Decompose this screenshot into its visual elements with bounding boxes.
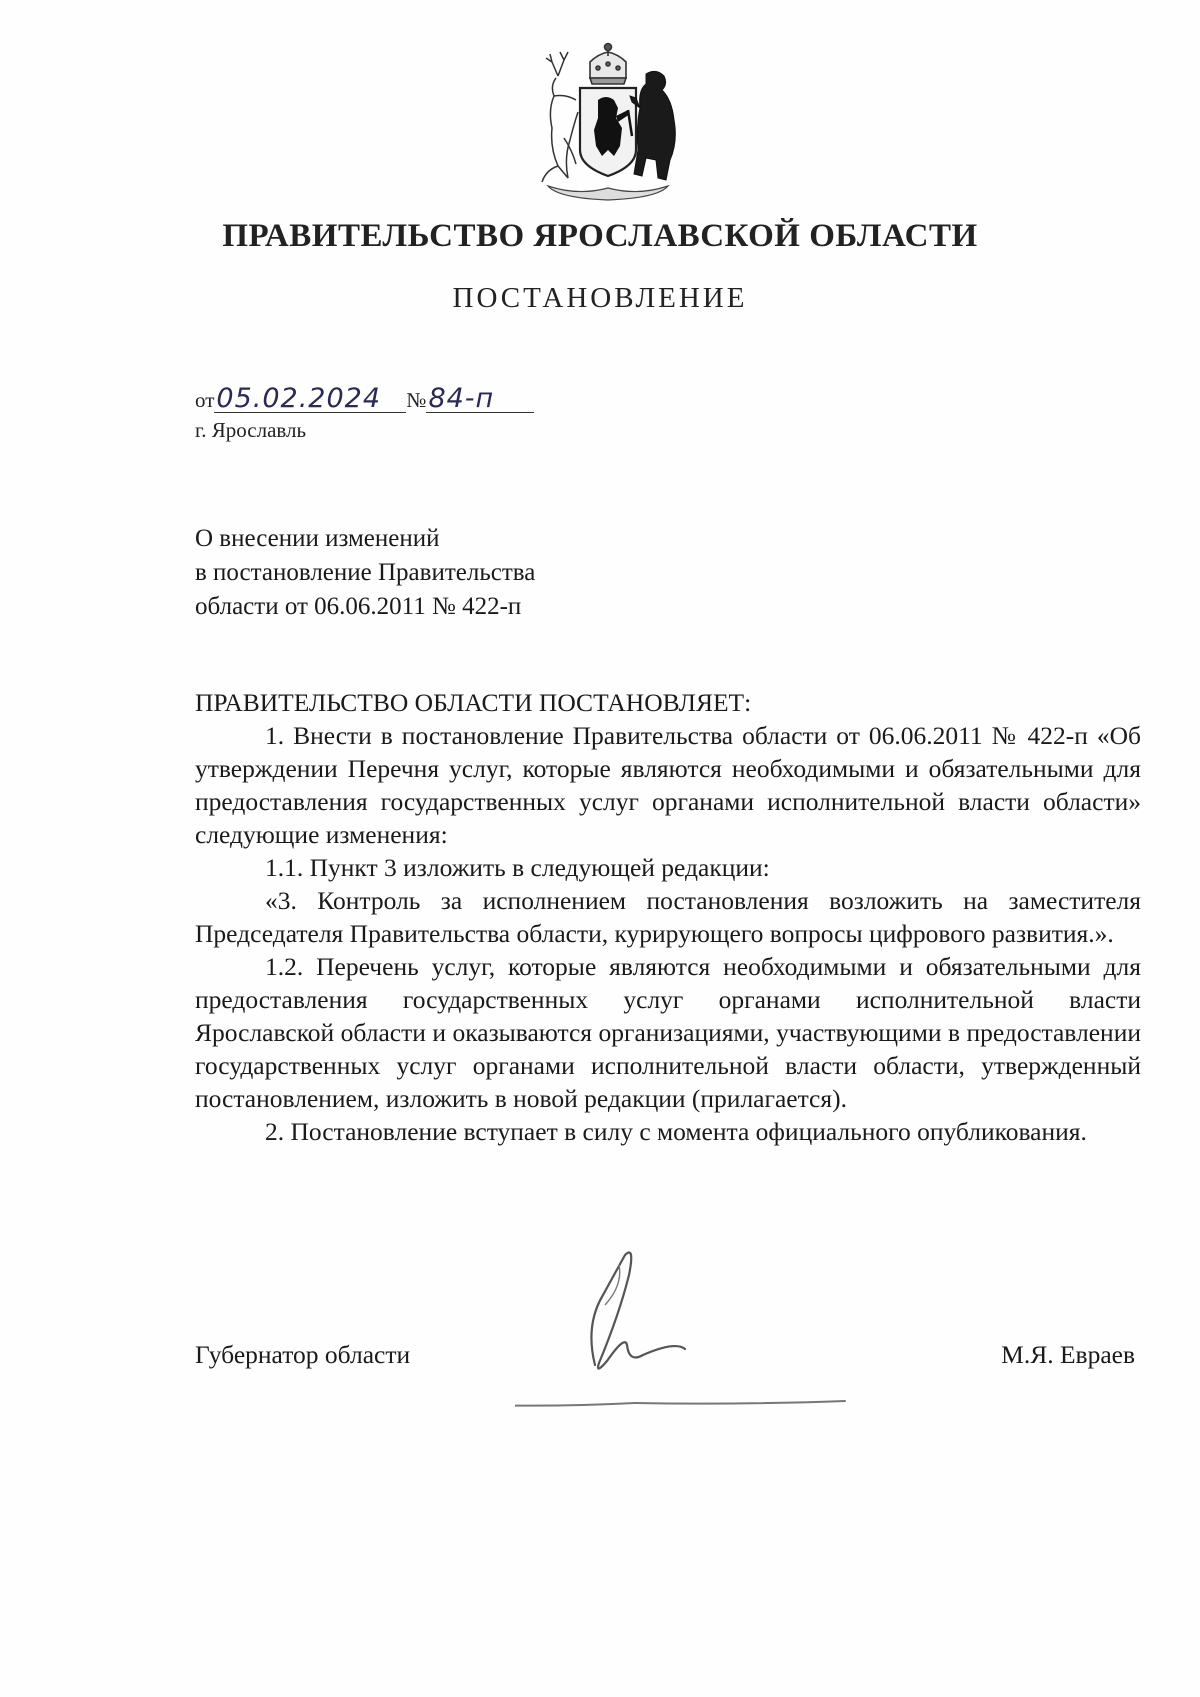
document-body bbox=[195, 686, 1141, 1148]
date-prefix: от bbox=[195, 388, 215, 412]
body-paragraph: 2. Постановление вступает в силу с момента официального опубликования. bbox=[265, 1117, 1087, 1146]
coat-of-arms-icon bbox=[528, 38, 688, 203]
subject-line: О внесении изменений bbox=[195, 525, 440, 552]
subject-line: в постановление Правительства bbox=[195, 559, 536, 586]
signer-position: Губернатор области bbox=[195, 1340, 411, 1369]
city: г. Ярославль bbox=[195, 418, 307, 442]
government-title: ПРАВИТЕЛЬСТВО ЯРОСЛАВСКОЙ ОБЛАСТИ bbox=[222, 218, 978, 254]
registration-line bbox=[195, 383, 534, 414]
subject-line: области от 06.06.2011 № 422-п bbox=[195, 593, 522, 620]
handwritten-signature-icon bbox=[515, 1245, 915, 1415]
body-paragraph: 1.1. Пункт 3 изложить в следующей редакции: bbox=[265, 853, 770, 882]
document-date: 05.02.2024 bbox=[214, 386, 406, 413]
signer-name: М.Я. Евраев bbox=[1001, 1340, 1135, 1369]
resolution-heading: ПРАВИТЕЛЬСТВО ОБЛАСТИ ПОСТАНОВЛЯЕТ: bbox=[195, 688, 752, 717]
body-paragraph: 1.2. Перечень услуг, которые являются необходимыми и обязательными для предоставления государственных услуг органами исполнительной власти Ярославской области и оказываются организациями, участвующими в предоставлении государственных услуг органами исполнительной власти области, утвержденный постановлением, изложить в новой редакции (прилагается). bbox=[195, 952, 1141, 1113]
document-number: 84-п bbox=[426, 386, 534, 413]
body-paragraph: 1. Внести в постановление Правительства области от 06.06.2011 № 422-п «Об утверждении Перечня услуг, которые являются необходимыми и обязательными для предоставления государственных услуг органами исполнительной власти области» следующие изменения: bbox=[195, 721, 1141, 849]
document-type: ПОСТАНОВЛЕНИЕ bbox=[452, 282, 748, 314]
document-subject bbox=[195, 522, 535, 624]
number-prefix: № bbox=[406, 388, 427, 412]
body-paragraph: «3. Контроль за исполнением постановления возложить на заместителя Председателя Правительства области, курирующего вопросы цифрового развития.». bbox=[195, 886, 1141, 948]
